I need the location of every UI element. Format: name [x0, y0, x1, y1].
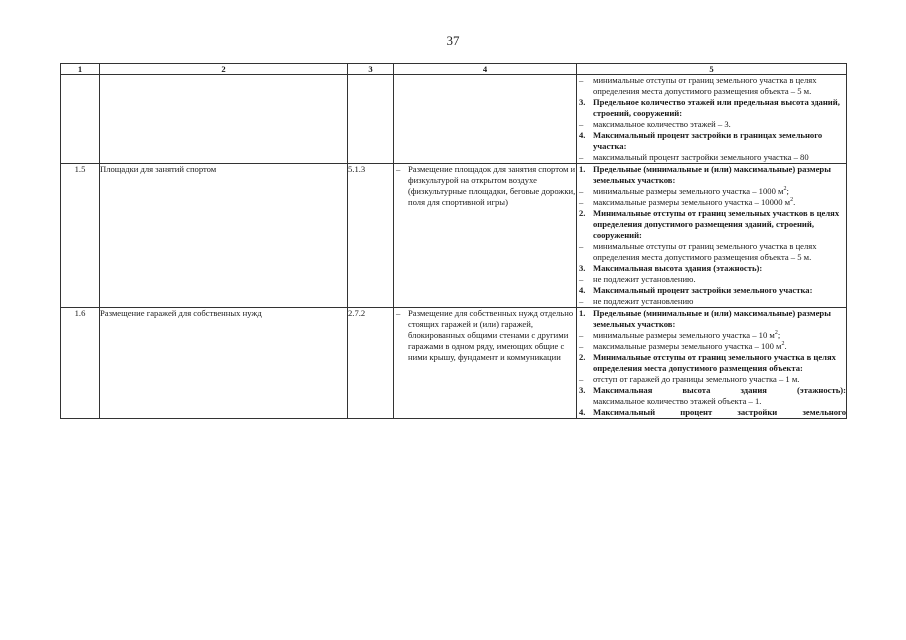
- parameter-value-text: [593, 197, 846, 208]
- dash-marker: –: [579, 330, 584, 340]
- item-number: 1.: [579, 308, 586, 318]
- parameter-heading: [577, 308, 846, 330]
- parameter-value: [577, 396, 846, 407]
- parameters-cell: [577, 75, 847, 164]
- dash-marker: –: [579, 152, 584, 162]
- parameter-heading-text: Максимальная высота здания (этажность):: [593, 263, 763, 273]
- value-text: максимальные размеры земельного участка – 100 м: [593, 341, 782, 351]
- parameter-value: [577, 152, 846, 163]
- item-number: 2.: [579, 352, 586, 362]
- item-number: 3.: [579, 97, 586, 107]
- value-text: отступ от гаражей до границы земельного участка – 1 м.: [593, 374, 800, 384]
- parameter-value-text: максимальное количество этажей объекта – 1.: [593, 396, 762, 406]
- superscript: 2: [783, 186, 787, 193]
- value-text: минимальные отступы от границ земельного участка в целях определения места допустимого размещения объекта – 5 м.: [593, 75, 817, 96]
- description-text: Размещение площадок для занятия спортом и физкультурой на открытом воздухе (физкультурные площадки, беговые дорожки, поля для спортивной игры): [408, 164, 576, 207]
- parameter-heading: [577, 208, 846, 241]
- use-name-cell: Размещение гаражей для собственных нужд: [100, 308, 348, 419]
- item-number: 1.: [579, 164, 586, 174]
- description-text: Размещение для собственных нужд отдельно стоящих гаражей и (или) гаражей, блокированных общими стенами с другими гаражами в одном ряду, имеющих общие с ними крышу, фундамент и коммуникации: [408, 308, 574, 362]
- value-text: минимальные размеры земельного участка – 1000 м: [593, 186, 784, 196]
- parameter-heading-text: Минимальные отступы от границ земельных участков в целях определения допустимого размещения зданий, строений, сооружений:: [593, 208, 840, 240]
- parameter-heading: [577, 130, 846, 152]
- parameter-heading-text: Предельные (минимальные и (или) максимальные) размеры земельных участков:: [593, 308, 831, 329]
- use-name-cell: [100, 75, 348, 164]
- dash-marker: –: [579, 119, 584, 129]
- parameter-value: [577, 186, 846, 197]
- parameter-heading-text: Максимальный процент застройки земельного: [593, 407, 846, 417]
- parameter-heading-text: Максимальный процент застройки в границах земельного участка:: [593, 130, 823, 151]
- value-punctuation: .: [784, 341, 787, 351]
- dash-marker: –: [579, 274, 584, 284]
- parameter-heading-text: Предельное количество этажей или предельная высота зданий, строений, сооружений:: [593, 97, 840, 118]
- description-item: [394, 164, 576, 208]
- dash-marker: –: [396, 308, 401, 318]
- item-number: 4.: [579, 285, 586, 295]
- parameters-cell: [577, 308, 847, 419]
- parameter-value: [577, 241, 846, 263]
- row-number-cell: 1.6: [61, 308, 100, 419]
- parameter-heading-text: Предельные (минимальные и (или) максимальные) размеры земельных участков:: [593, 164, 831, 185]
- item-number: 3.: [579, 263, 586, 273]
- row-number-cell: 1.5: [61, 164, 100, 308]
- column-header: 4: [394, 64, 577, 75]
- parameter-value: [577, 197, 846, 208]
- column-header: 1: [61, 64, 100, 75]
- use-description-cell: [394, 164, 577, 308]
- parameter-heading: [577, 407, 846, 418]
- parameter-heading-text: Минимальные отступы от границ земельного участка в целях определения места допустимого размещения объекта:: [593, 352, 836, 373]
- parameter-value-text: [593, 296, 846, 307]
- parameter-value: [577, 119, 846, 130]
- dash-marker: –: [396, 164, 401, 174]
- column-header: 5: [577, 64, 847, 75]
- description-item: [394, 308, 576, 363]
- parameter-value: [577, 330, 846, 341]
- dash-marker: –: [579, 241, 584, 251]
- value-text: максимальный процент застройки земельного участка – 80: [593, 152, 809, 162]
- table-row: [61, 164, 847, 308]
- parameter-heading: [577, 352, 846, 374]
- dash-marker: –: [579, 75, 584, 85]
- parameter-value-text: [593, 274, 846, 285]
- value-punctuation: .: [793, 197, 796, 207]
- parameter-value: [577, 296, 846, 307]
- dash-marker: –: [579, 186, 584, 196]
- table-body: [61, 75, 847, 419]
- parameter-value: [577, 274, 846, 285]
- use-code-cell: 2.7.2: [348, 308, 394, 419]
- value-punctuation: ;: [786, 186, 789, 196]
- item-number: 4.: [579, 130, 586, 140]
- item-number: 2.: [579, 208, 586, 218]
- parameter-value: [577, 341, 846, 352]
- use-name-cell: Площадки для занятий спортом: [100, 164, 348, 308]
- parameter-heading: [577, 263, 846, 274]
- superscript: 2: [790, 197, 794, 204]
- use-code-cell: [348, 75, 394, 164]
- regulations-table: [60, 63, 847, 419]
- value-text: минимальные размеры земельного участка – 10 м: [593, 330, 775, 340]
- item-number: 4.: [579, 407, 586, 417]
- value-text: минимальные отступы от границ земельного участка в целях определения места допустимого размещения объекта – 5 м.: [593, 241, 817, 262]
- page-number: 37: [446, 33, 460, 48]
- parameter-value-text: [593, 152, 846, 163]
- row-number-cell: [61, 75, 100, 164]
- parameter-heading: [577, 285, 846, 296]
- parameter-value-text: [593, 241, 846, 263]
- parameter-heading: [577, 385, 846, 396]
- parameter-value-text: [593, 330, 846, 341]
- parameter-heading: [577, 164, 846, 186]
- parameter-heading: [577, 97, 846, 119]
- column-header: 3: [348, 64, 394, 75]
- parameter-heading-text: Максимальный процент застройки земельного участка:: [593, 285, 813, 295]
- value-punctuation: ;: [777, 330, 781, 340]
- parameter-value-text: [593, 374, 846, 385]
- parameter-value-text: [593, 341, 846, 352]
- superscript: 2: [774, 330, 778, 337]
- superscript: 2: [781, 341, 785, 348]
- dash-marker: –: [579, 374, 584, 384]
- value-text: не подлежит установлению.: [593, 274, 696, 284]
- item-number: 3.: [579, 385, 586, 395]
- value-text: максимальное количество этажей – 3.: [593, 119, 731, 129]
- parameter-value: [577, 374, 846, 385]
- parameter-value-text: [593, 75, 846, 97]
- parameters-cell: [577, 164, 847, 308]
- table-row: [61, 308, 847, 419]
- parameter-heading-text: Максимальная высота здания (этажность):: [593, 385, 846, 395]
- dash-marker: –: [579, 341, 584, 351]
- dash-marker: –: [579, 197, 584, 207]
- value-text: максимальные размеры земельного участка – 10000 м: [593, 197, 791, 207]
- use-description-cell: [394, 75, 577, 164]
- column-header: 2: [100, 64, 348, 75]
- value-text: не подлежит установлению: [593, 296, 694, 306]
- use-code-cell: 5.1.3: [348, 164, 394, 308]
- parameter-value-text: [593, 119, 846, 130]
- dash-marker: –: [579, 296, 584, 306]
- parameter-value: [577, 75, 846, 97]
- header-row: [61, 64, 847, 75]
- use-description-cell: [394, 308, 577, 419]
- parameter-value-text: [593, 186, 846, 197]
- table-row: [61, 75, 847, 164]
